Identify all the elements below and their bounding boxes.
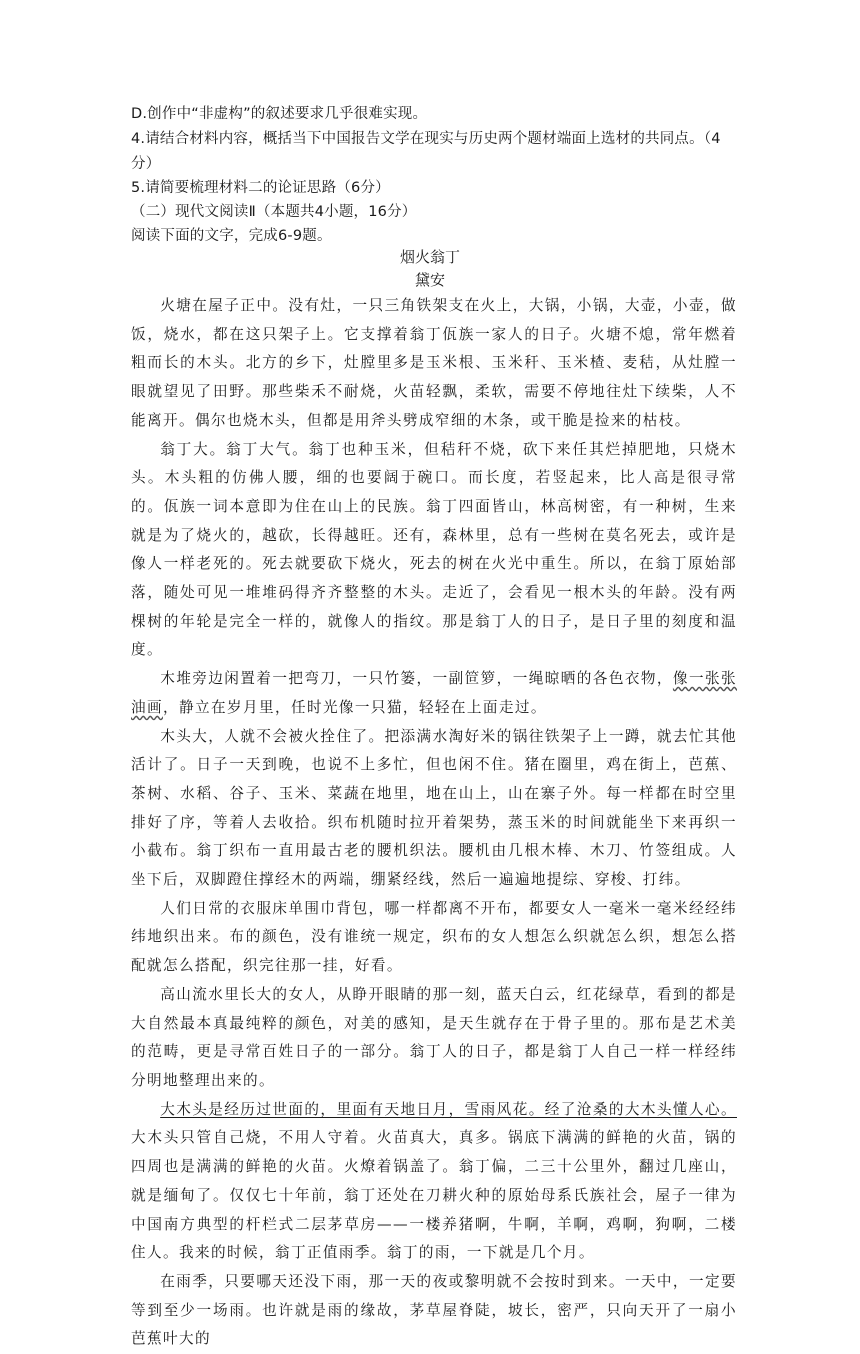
paragraph-5: 人们日常的衣服床单围巾背包，哪一样都离不开布，都要女人一毫米一毫米经经纬纬地织出来。布的颜色，没有谁统一规定，织布的女人想怎么织就怎么织，想怎么搭配就怎么搭配，织完往那一挂，好看。 — [131, 899, 737, 975]
paragraph-4: 木头大，人就不会被火拴住了。把添满水淘好米的锅往铁架子上一蹲，就去忙其他活计了。日子一天到晚，也说不上多忙，但也闲不住。猪在圈里，鸡在街上，芭蕉、茶树、水稻、谷子、玉米、菜蔬在地里，地在山上，山在寨子外。每一样都在时空里排好了序，等着人去收拾。织布机随时拉开着架势，蒸玉米的时间就能坐下来再织一小截布。翁丁织布一直用最古老的腰机织法。腰机由几根木棒、木刀、竹签组成。人坐下后，双脚蹬住撑经木的两端，绷紧经线，然后一遍遍地提综、穿梭、打纬。 — [131, 727, 737, 889]
paragraph-6: 高山流水里长大的女人，从睁开眼睛的那一刻，蓝天白云，红花绿草，看到的都是大自然最本真最纯粹的颜色，对美的感知，是天生就存在于骨子里的。那布是艺术美的范畴，更是寻常百姓日子的一部分。翁丁人的日子，都是翁丁人自己一样一样经纬分明地整理出来的。 — [131, 985, 737, 1089]
paragraph-8: 在雨季，只要哪天还没下雨，那一天的夜或黎明就不会按时到来。一天中，一定要等到至少一场雨。也许就是雨的缘故，茅草屋脊陡，坡长，密严，只向天开了一扇小芭蕉叶大的 — [131, 1272, 737, 1348]
paragraph-3-text-a: 木堆旁边闲置着一把弯刀，一只竹篓，一副笸箩，一绳晾晒的各色衣物， — [160, 670, 673, 688]
question-4-line-2: 分） — [131, 156, 161, 172]
question-5: 5.请简要梳理材料二的论证思路（6分） — [131, 180, 390, 196]
paragraph-3 — [131, 665, 737, 722]
article-title: 烟火翁丁 — [399, 248, 460, 266]
paragraph-2: 翁丁大。翁丁大气。翁丁也种玉米，但秸秆不烧，砍下来任其烂掉肥地，只烧木头。木头粗的仿佛人腰，细的也要阔于碗口。而长度，若竖起来，比人高是很寻常的。佤族一词本意即为住在山上的民族。翁丁四面皆山，林高树密，有一种树，生来就是为了烧火的，越砍，长得越旺。还有，森林里，总有一些树在莫名死去，或许是像人一样老死的。死去就要砍下烧火，死去的树在火光中重生。所以，在翁丁原始部落，随处可见一堆堆码得齐齐整整的木头。走近了，会看见一根木头的年龄。没有两棵树的年轮是完全一样的，就像人的指纹。那是翁丁人的日子，是日子里的刻度和温度。 — [131, 440, 737, 659]
question-4-line-1: 4.请结合材料内容，概括当下中国报告文学在现实与历史两个题材端面上选材的共同点。（4 — [131, 131, 721, 147]
paragraph-3-text-b: ，静立在岁月里，任时光像一只猫，轻轻在上面走过。 — [163, 698, 547, 716]
reading-instruction: 阅读下面的文字，完成6-9题。 — [131, 228, 332, 244]
paragraph-7 — [131, 1096, 737, 1268]
article-author: 黛安 — [414, 271, 445, 289]
question-option-d: D.创作中“非虚构”的叙述要求几乎很难实现。 — [131, 106, 428, 122]
article-body — [131, 292, 737, 1354]
wavy-underlined-phrase: 像一张张油画 — [131, 670, 737, 716]
section-heading: （二）现代文阅读Ⅱ（本题共4小题，16分） — [131, 204, 417, 220]
paragraph-7-text: 大木头只管自己烧，不用人守着。火苗真大，真多。锅底下满满的鲜艳的火苗，锅的四周也是满满的鲜艳的火苗。火燎着锅盖了。翁丁偏，二三十公里外，翻过几座山，就是缅甸了。仅仅七十年前，翁丁还处在刀耕火种的原始母系氏族社会，屋子一律为中国南方典型的杆栏式二层茅草房——一楼养猪啊，牛啊，羊啊，鸡啊，狗啊，二楼住人。我来的时候，翁丁正值雨季。翁丁的雨，一下就是几个月。 — [131, 1129, 737, 1262]
paragraph-1: 火塘在屋子正中。没有灶，一只三角铁架支在火上，大锅，小锅，大壶，小壶，做饭，烧水，都在这只架子上。它支撑着翁丁佤族一家人的日子。火塘不熄，常年燃着粗而长的木头。北方的乡下，灶膛里多是玉米根、玉米秆、玉米楂、麦秸，从灶膛一眼就望见了田野。那些柴禾不耐烧，火苗轻飘，柔软，需要不停地往灶下续柴，人不能离开。偶尔也烧木头，但都是用斧头劈成窄细的木条，或干脆是捡来的枯枝。 — [131, 297, 737, 429]
underlined-sentence: 大木头是经历过世面的，里面有天地日月，雪雨风花。经了沧桑的大木头懂人心。 — [160, 1100, 737, 1118]
